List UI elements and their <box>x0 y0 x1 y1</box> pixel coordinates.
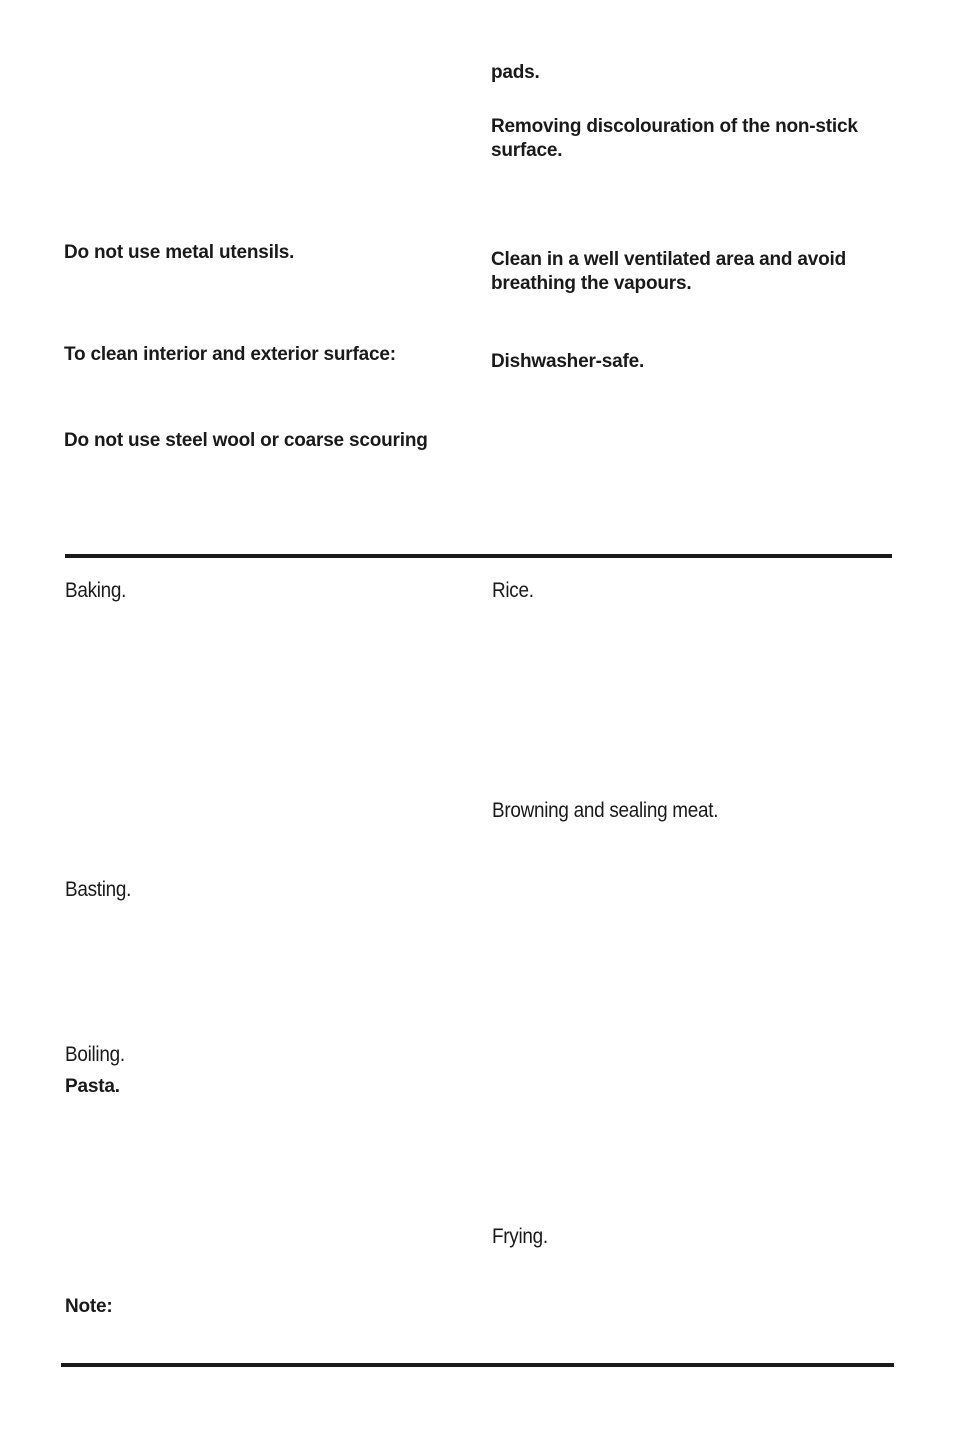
section-divider <box>65 554 892 558</box>
frying-heading: Frying. <box>492 1225 548 1248</box>
clean-surface-heading: To clean interior and exterior surface: <box>64 344 396 365</box>
discolouration-heading: Removing discolouration of the non-stick surface. <box>491 116 858 161</box>
browning-heading: Browning and sealing meat. <box>492 799 719 822</box>
pads-continuation: pads. <box>491 62 540 83</box>
baking-heading: Baking. <box>65 579 127 602</box>
rice-heading: Rice. <box>492 579 534 602</box>
pasta-subheading: Pasta. <box>65 1076 120 1097</box>
boiling-heading: Boiling. <box>65 1043 125 1066</box>
steel-wool-warning: Do not use steel wool or coarse scouring <box>64 430 428 451</box>
ventilation-warning: Clean in a well ventilated area and avoid breathing the vapours. <box>491 249 847 294</box>
metal-utensils-warning: Do not use metal utensils. <box>64 242 295 263</box>
dishwasher-safe-note: Dishwasher-safe. <box>491 351 645 372</box>
basting-heading: Basting. <box>65 878 132 901</box>
bottom-rule <box>61 1363 894 1367</box>
note-label: Note: <box>65 1296 113 1317</box>
